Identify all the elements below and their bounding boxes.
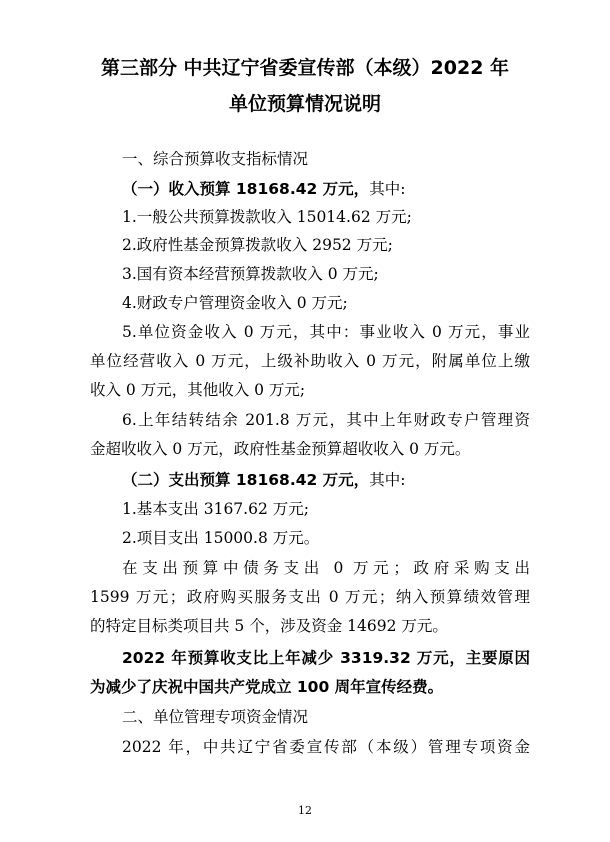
section-2-paragraph-start: 2022 年，中共辽宁省委宣传部（本级）管理专项资金: [122, 738, 530, 756]
income-item-2: 2.政府性基金预算拨款收入 2952 万元;: [122, 236, 393, 254]
summary-line-2: 为减少了庆祝中国共产党成立 100 周年宣传经费。: [90, 678, 444, 696]
expense-heading-line: [122, 469, 562, 491]
document-title-line-2: 单位预算情况说明: [228, 93, 381, 115]
expense-heading: （二）支出预算 18168.42 万元，: [122, 471, 370, 489]
income-heading-line: [122, 178, 562, 200]
section-2-heading: 二、单位管理专项资金情况: [122, 708, 309, 726]
document-title-line-1: 第三部分 中共辽宁省委宣传部（本级）2022 年: [100, 57, 510, 79]
income-item-4: 4.财政专户管理资金收入 0 万元;: [122, 294, 348, 312]
expense-para-line-1: 在支出预算中债务支出 0 万元；政府采购支出: [122, 559, 530, 577]
income-item-6-line-1: 6.上年结转结余 201.8 万元，其中上年财政专户管理资: [122, 411, 530, 429]
expense-para-line-2: 1599 万元；政府购买服务支出 0 万元；纳入预算绩效管理: [90, 588, 530, 606]
income-item-5-line-1: 5.单位资金收入 0 万元，其中：事业收入 0 万元，事业: [122, 323, 530, 341]
expense-para-line-3: 的特定目标类项目共 5 个，涉及资金 14692 万元。: [90, 617, 448, 635]
section-1-heading: 一、综合预算收支指标情况: [122, 150, 309, 168]
expense-heading-suffix: 其中:: [369, 471, 406, 489]
expense-item-1: 1.基本支出 3167.62 万元;: [122, 500, 309, 518]
income-item-3: 3.国有资本经营预算拨款收入 0 万元;: [122, 265, 379, 283]
summary-line-1: 2022 年预算收支比上年减少 3319.32 万元，主要原因: [122, 649, 530, 667]
income-item-5-line-2: 单位经营收入 0 万元，上级补助收入 0 万元，附属单位上缴: [90, 352, 530, 370]
income-item-5-line-3: 收入 0 万元，其他收入 0 万元;: [90, 381, 306, 399]
income-heading-suffix: 其中:: [369, 180, 406, 198]
income-heading: （一）收入预算 18168.42 万元，: [122, 180, 370, 198]
income-item-1: 1.一般公共预算拨款收入 15014.62 万元;: [122, 208, 412, 226]
expense-item-2: 2.项目支出 15000.8 万元。: [122, 529, 320, 547]
page-number: 12: [298, 804, 312, 817]
income-item-6-line-2: 金超收收入 0 万元，政府性基金预算超收收入 0 万元。: [90, 440, 471, 458]
